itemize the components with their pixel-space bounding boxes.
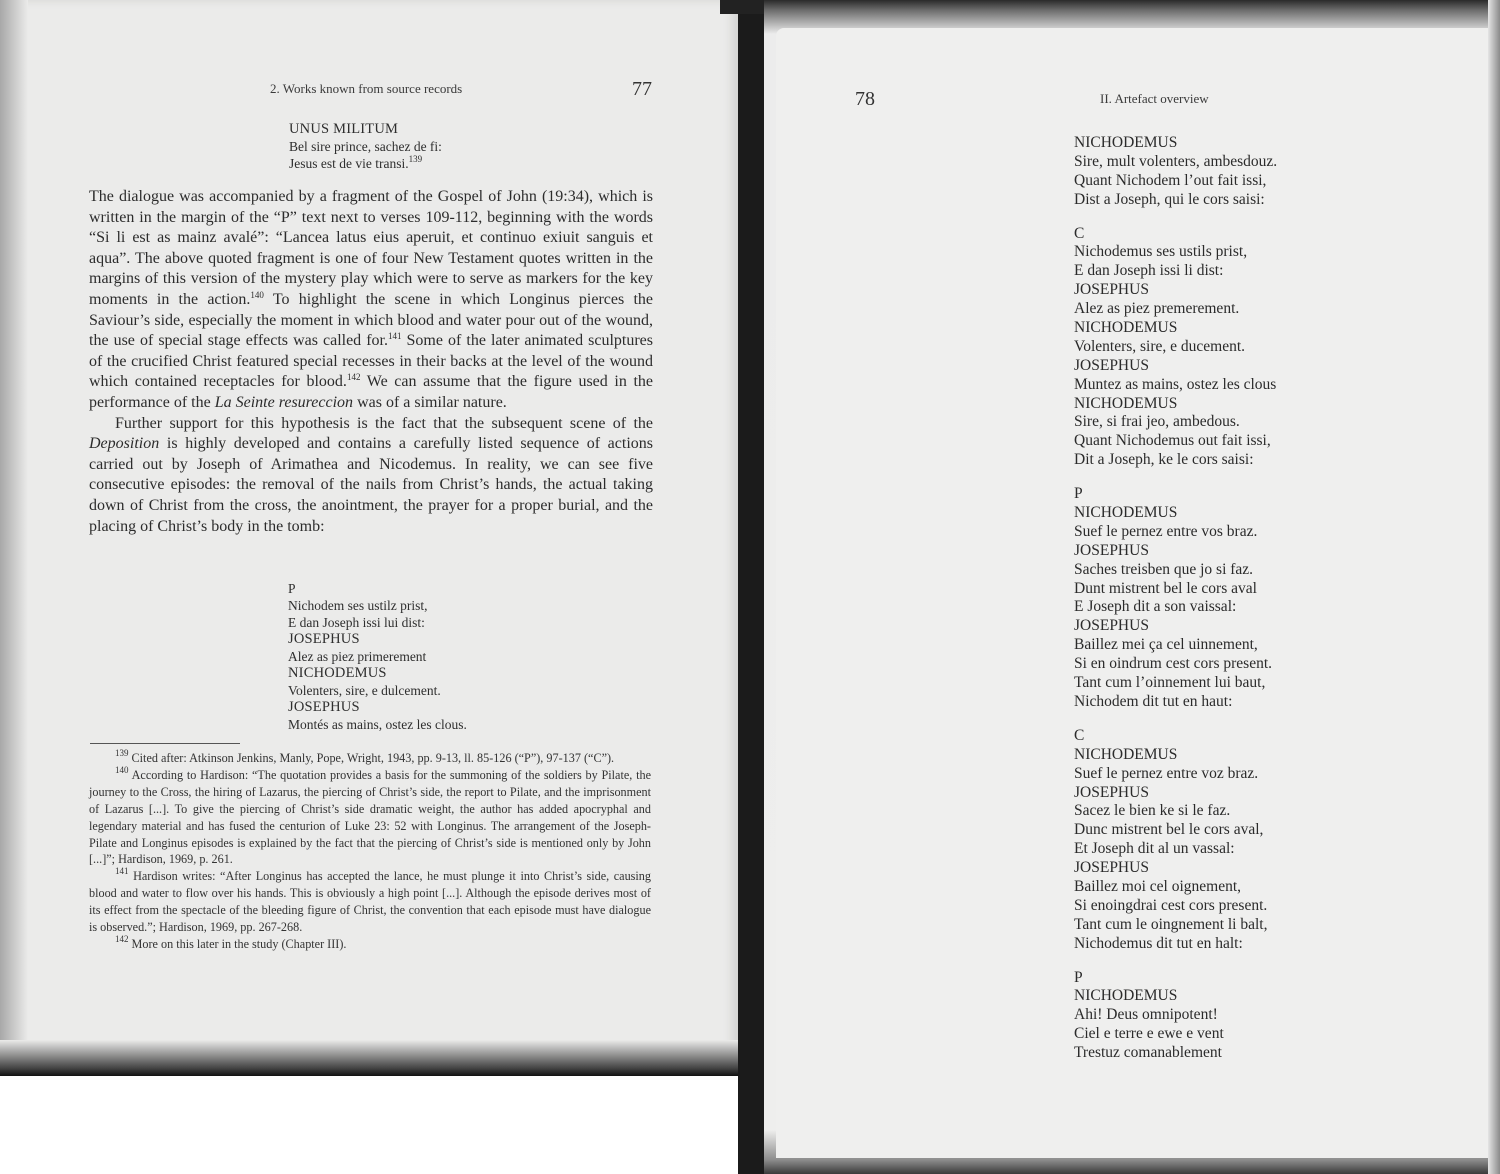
stanza-gap	[1074, 470, 1454, 485]
speaker-name: NICHODEMUS	[1074, 504, 1178, 522]
footnote-ref[interactable]: 142	[346, 372, 361, 383]
footnote-ref[interactable]: 140	[250, 289, 264, 300]
gutter	[738, 0, 764, 1174]
verse-line: Trestuz comanablement	[1074, 1044, 1222, 1062]
speaker-name: NICHODEMUS	[1074, 134, 1178, 151]
verse-line: Baillez mei ça cel uinnement,	[1074, 636, 1258, 654]
verse-line: Si enoingdrai cest cors present.	[1074, 896, 1268, 914]
block-quote	[288, 580, 467, 733]
stanza-gap	[1074, 954, 1454, 969]
footnote-number: 142	[115, 933, 129, 944]
footnotes	[89, 750, 651, 953]
verse-line: Sire, si frai jeo, ambedous.	[1074, 413, 1240, 431]
verse-line: Quant Nichodemus out fait issi,	[1074, 432, 1271, 450]
right-verse-block	[1074, 134, 1454, 1063]
verse-line: Ciel e terre e ewe e vent	[1074, 1025, 1224, 1043]
left-page-number: 77	[632, 78, 652, 100]
speaker-name: NICHODEMUS	[1074, 745, 1178, 763]
speaker-name: JOSEPHUS	[1074, 281, 1149, 299]
verse-line: Montés as mains, ostez les clous.	[288, 717, 467, 732]
footnote-text: More on this later in the study (Chapter III).	[128, 936, 347, 951]
footnote-number: 141	[115, 866, 129, 877]
verse-line: Dunc mistrent bel le cors aval,	[1074, 821, 1264, 839]
verse-line: Suef le pernez entre voz braz.	[1074, 764, 1259, 782]
speaker-name: JOSEPHUS	[1074, 859, 1149, 877]
epigraph-line: Bel sire prince, sachez de fi:	[289, 139, 442, 154]
version-label: C	[1074, 224, 1085, 242]
right-page-edge	[1488, 0, 1500, 1174]
text-run: To highlight the scene in which Longinus pierces the Saviour’s side, especially the moment in which blood and water pour out of the wound, the use of special stage effects was called for.	[89, 290, 653, 350]
speaker-name: JOSEPHUS	[1074, 356, 1149, 374]
footnote-text: Hardison writes: “After Longinus has accepted the lance, he must plunge it into Christ’s side, causing blood and water to flow over his hands. This is obviously a high point [...]. Although the episode derives most of its effect from the spectacle of the bleeding figure of Christ, the convention that each episode must have dialogue is observed.”; Hardison, 1969, pp. 267-268.	[89, 869, 651, 935]
version-label: P	[1074, 968, 1083, 986]
verse-line: Nichodemus ses ustils prist,	[1074, 243, 1248, 261]
speaker-name: NICHODEMUS	[288, 665, 387, 681]
verse-line: E dan Joseph issi lui dist:	[288, 615, 425, 630]
epigraph-line: Jesus est de vie transi.	[289, 156, 409, 171]
left-page-bottom-shadow	[0, 1040, 738, 1076]
verse-line: Sacez le bien ke si le faz.	[1074, 802, 1231, 820]
left-page-edge-shadow	[0, 0, 28, 1072]
speaker-name: JOSEPHUS	[1074, 783, 1149, 801]
footnote-ref[interactable]: 139	[408, 154, 423, 164]
epigraph-line-with-note	[289, 155, 442, 172]
footnote-ref[interactable]: 141	[388, 331, 402, 342]
verse-line: E dan Joseph issi li dist:	[1074, 262, 1224, 280]
verse-line: Nichodem ses ustilz prist,	[288, 598, 428, 613]
paragraph-2	[89, 414, 653, 538]
footnote	[89, 750, 651, 767]
speaker-name: JOSEPHUS	[1074, 541, 1149, 559]
right-running-head: II. Artefact overview	[1100, 91, 1209, 106]
verse-line: Nichodemus dit tut en halt:	[1074, 934, 1243, 952]
verse-line: E Joseph dit a son vaissal:	[1074, 598, 1237, 616]
italic-title: La Seinte resureccion	[214, 393, 354, 411]
verse-line: Si en oindrum cest cors present.	[1074, 655, 1273, 673]
text-run: We can assume that the figure used in the performance of the	[89, 373, 654, 411]
speaker-name: JOSEPHUS	[288, 631, 360, 647]
epigraph	[289, 121, 442, 172]
left-running-head: 2. Works known from source records	[270, 81, 463, 96]
verse-line: Tant cum le oingnement li balt,	[1074, 915, 1268, 933]
verse-line: Tant cum l’oinnement lui baut,	[1074, 674, 1266, 692]
speaker-name: JOSEPHUS	[1074, 617, 1149, 635]
verse-line: Quant Nichodem l’out fait issi,	[1074, 171, 1267, 189]
verse-line: Sire, mult volenters, ambesdouz.	[1074, 152, 1278, 170]
gutter-top	[720, 0, 764, 14]
italic-title: Deposition	[89, 435, 160, 453]
paragraph-1	[89, 187, 653, 414]
speaker-name: NICHODEMUS	[1074, 394, 1178, 412]
verse-line: Dist a Joseph, qui le cors saisi:	[1074, 190, 1265, 208]
footnote-number: 139	[115, 748, 129, 758]
speaker-name: JOSEPHUS	[288, 699, 360, 715]
stanza-gap	[1074, 210, 1454, 225]
verse-line: Et Joseph dit al un vassal:	[1074, 840, 1235, 858]
footnote-text: According to Hardison: “The quotation provides a basis for the summoning of the soldiers by Pilate, the journey to the Cross, the hiring of Lazarus, the piercing of Christ’s side, the report to Pilate, and the imprisonment of Lazarus [...]. To give the piercing of Christ’s side dramatic weight, the author has added apocryphal and legendary material and has fused the centurion of Luke 23: 52 with Longinus. The arrangement of the Joseph-Pilate and Longinus episodes is explained by the fact that the piercing of Christ’s side is mentioned only by John [...]”; Hardison, 1969, p. 261.	[89, 767, 651, 867]
version-label: P	[288, 581, 296, 596]
version-label: C	[1074, 726, 1085, 744]
footnote	[89, 868, 651, 936]
verse-line: Ahi! Deus omnipotent!	[1074, 1006, 1218, 1024]
verse-line: Alez as piez primerement	[288, 649, 427, 664]
version-label: P	[1074, 485, 1083, 503]
footnote	[89, 933, 651, 953]
verse-line: Dit a Joseph, ke le cors saisi:	[1074, 451, 1254, 469]
epigraph-speaker: UNUS MILITUM	[289, 121, 399, 137]
text-run: Some of the later animated sculptures of the crucified Christ featured special recesses in their backs at the level of the wound which contained receptacles for blood.	[89, 332, 653, 391]
verse-line: Saches treisben que jo si faz.	[1074, 560, 1254, 578]
footnote-text: Cited after: Atkinson Jenkins, Manly, Pope, Wright, 1943, pp. 9-13, ll. 85-126 (“P”), 97-137 (“C”).	[128, 751, 615, 765]
verse-line: Dunt mistrent bel le cors aval	[1074, 579, 1257, 597]
footnote	[89, 764, 651, 868]
speaker-name: NICHODEMUS	[1074, 987, 1178, 1005]
verse-line: Volenters, sire, e ducement.	[1074, 337, 1246, 355]
verse-line: Volenters, sire, e dulcement.	[288, 683, 441, 698]
text-run: is highly developed and contains a carefully listed sequence of actions carried out by Joseph of Arimathea and Nicodemus. In reality, we can see five consecutive episodes: the removal of the nails from Christ’s hands, the actual taking down of Christ from the cross, the anointment, the prayer for a proper burial, and the placing of Christ’s body in the tomb:	[89, 435, 653, 535]
text-run: Further support for this hypothesis is the fact that the subsequent scene of the	[115, 414, 653, 432]
verse-line: Muntez as mains, ostez les clous	[1074, 375, 1277, 393]
text-run: was of a similar nature.	[353, 393, 507, 411]
right-page-number: 78	[855, 88, 875, 110]
stanza-gap	[1074, 712, 1454, 727]
verse-line: Nichodem dit tut en haut:	[1074, 692, 1233, 710]
text-run: The dialogue was accompanied by a fragment of the Gospel of John (19:34), which is written in the margin of the “P” text next to verses 109-112, beginning with the words “Si li est as mainz avalé”: “Lancea latus eius aperuit, et continuo exiuit sanguis et aqua”. The above quoted fragment is one of four New Testament quotes written in the margins of this version of the mystery play which were to serve as markers for the key moments in the action.	[89, 188, 653, 308]
footnote-number: 140	[115, 764, 129, 775]
footnote-rule	[90, 743, 240, 744]
left-body-text	[89, 187, 653, 537]
speaker-name: NICHODEMUS	[1074, 319, 1178, 337]
verse-line: Suef le pernez entre vos braz.	[1074, 522, 1258, 540]
verse-line: Baillez moi cel oignement,	[1074, 877, 1242, 895]
verse-line: Alez as piez premerement.	[1074, 300, 1240, 318]
